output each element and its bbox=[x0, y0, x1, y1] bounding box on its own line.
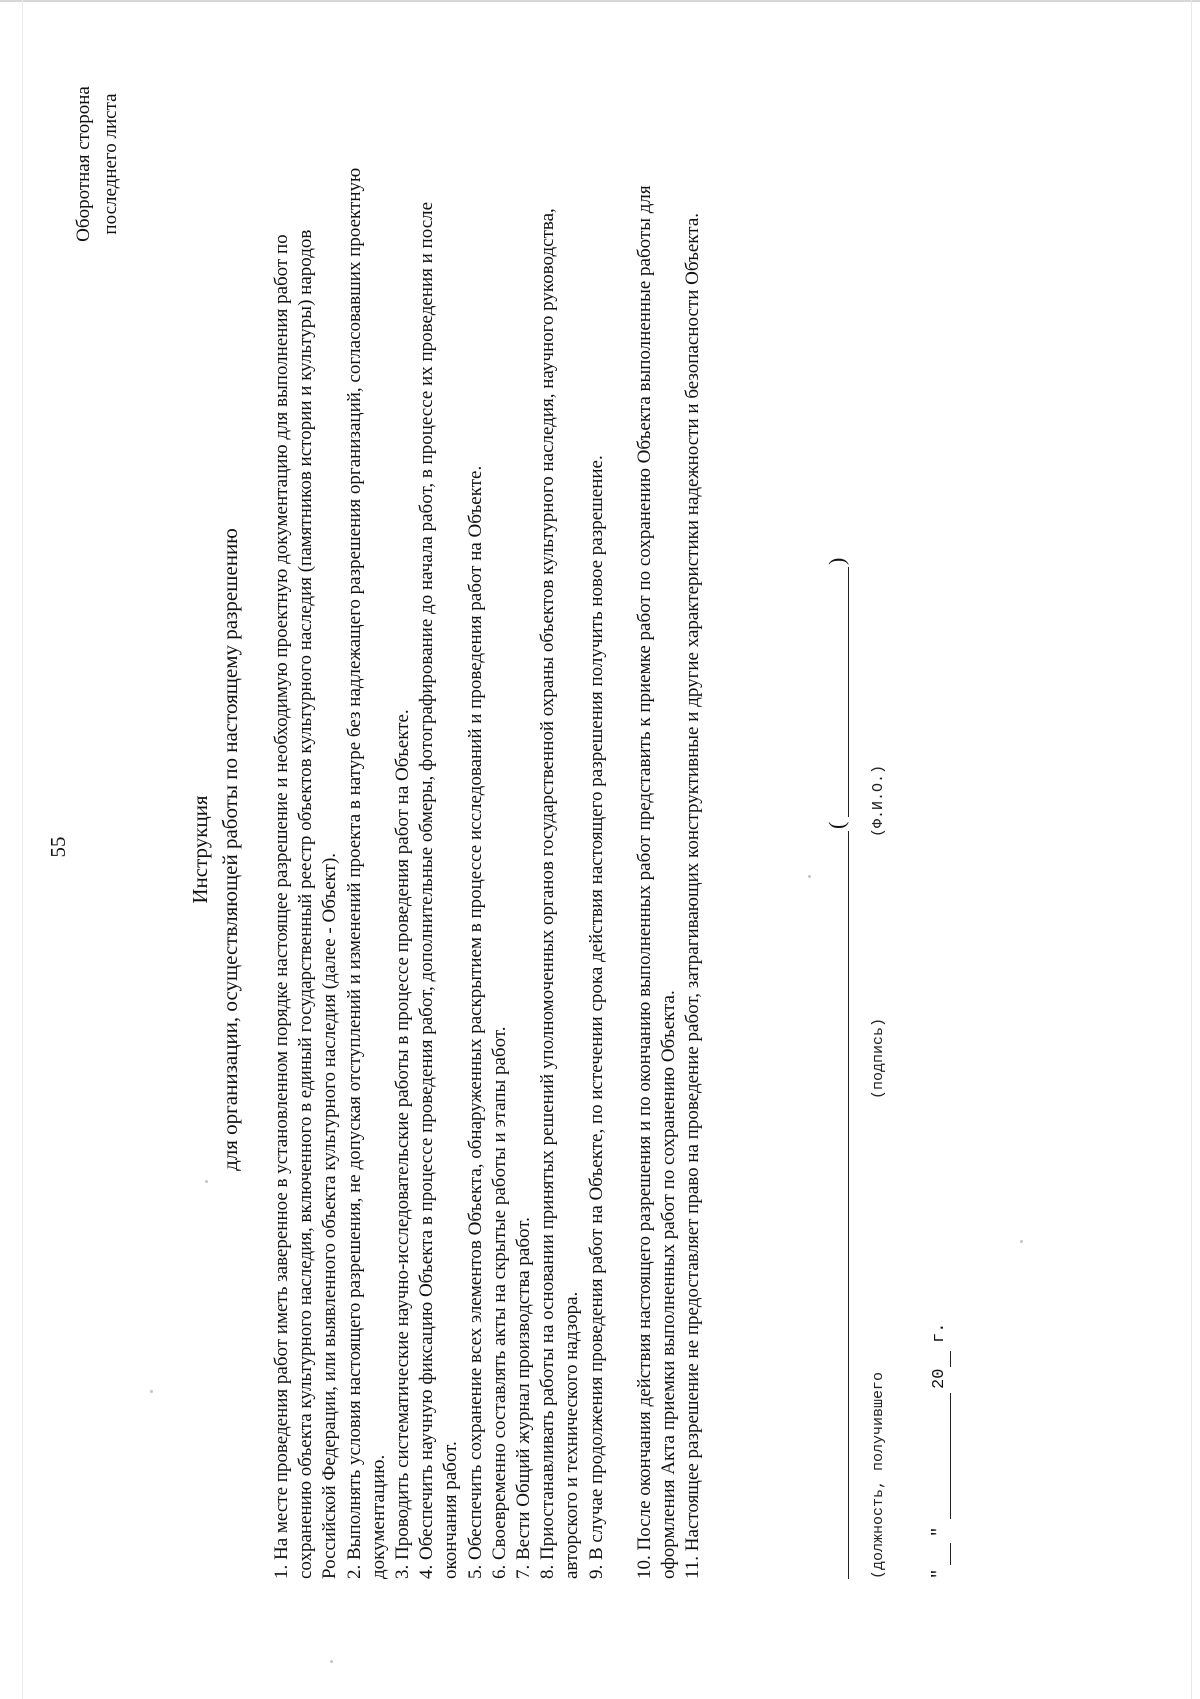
date-quote-open: " bbox=[930, 1568, 949, 1579]
instruction-item: 7. Вести Общий журнал производства работ. bbox=[513, 1217, 535, 1579]
name-caption: (Ф.И.О.) bbox=[870, 764, 887, 837]
corner-note-line-1: Оборотная сторона bbox=[73, 86, 94, 242]
instruction-item: 4. Обеспечить научную фиксацию Объекта в процессе проведения работ, дополнительные обмеры, фотографирование до начала работ, в процессе их проведения и после окончания работ. bbox=[416, 201, 462, 1579]
instruction-item: 8. Приостанавливать работы на основании принятых решений уполномоченных органов государственной охраны объектов культурного наследия, научного руководства, авторского и технического надзора. bbox=[537, 208, 583, 1579]
instruction-item: 2. Выполнять условия настоящего разрешения, не допуская отступлений и изменений проекта в натуре без надлежащего разрешения организаций, согласовавших проектную документацию. bbox=[343, 167, 389, 1579]
date-month-line bbox=[950, 1393, 951, 1519]
corner-note-line-2: последнего листа bbox=[100, 93, 121, 235]
signature-caption: (подпись) bbox=[870, 1017, 887, 1099]
document-subtitle: для организации, осуществляющей работы по настоящему разрешению bbox=[218, 528, 242, 1171]
instruction-item: 6. Своевременно составлять акты на скрытые работы и этапы работ. bbox=[488, 1026, 510, 1579]
instruction-item: 10. После окончания действия настоящего разрешения и по окончанию выполненных работ представить к приемке работ по сохранению Объекта выполненные работы для оформления Акта приемки выполненных работ по сохранению Объекта. bbox=[633, 185, 680, 1579]
date-day-line bbox=[950, 1543, 951, 1565]
date-year-suffix: г. bbox=[930, 1322, 949, 1343]
instruction-item: 9. В случае продолжения проведения работ на Объекте, по истечении срока действия настоящего разрешения получить новое разрешение. bbox=[585, 455, 607, 1579]
instruction-item: 3. Проводить систематические научно-исследовательские работы в процессе проведения работ на Объекте. bbox=[392, 709, 414, 1579]
instruction-item: 1. На месте проведения работ иметь заверенное в установленном порядке настоящее разрешение и необходимую проектную документацию для выполнения работ по сохранению объекта культурного наследия, включенного в единый государственный реестр объектов культурного наследия (памятников истории и культуры) народов Российской Федерации, или выявленного объекта культурного наследия (далее - Объект). bbox=[271, 229, 341, 1579]
instruction-item: 5. Обеспечить сохранение всех элементов Объекта, обнаруженных раскрытием в процессе исследований и проведения работ на Объекте. bbox=[464, 465, 486, 1579]
instructions-list bbox=[270, 139, 705, 1579]
date-year-prefix: 20 bbox=[930, 1368, 949, 1389]
signature-open-paren: ( bbox=[824, 821, 849, 829]
instruction-item: 11. Настоящее разрешение не предоставляет право на проведение работ, затрагивающих конструктивные и другие характеристики надежности и безопасности Объекта. bbox=[682, 213, 704, 1579]
document-title: Инструкция bbox=[188, 795, 212, 904]
date-year-line bbox=[950, 1351, 951, 1367]
signature-close-paren: ) bbox=[824, 557, 849, 565]
date-quote-close: " bbox=[930, 1526, 949, 1537]
page-number: 55 bbox=[46, 836, 70, 858]
position-caption: (должность, получившего bbox=[870, 1371, 887, 1579]
name-line bbox=[848, 567, 849, 817]
signature-line bbox=[848, 831, 849, 1579]
corner-note bbox=[70, 59, 124, 269]
paragraph-gap bbox=[609, 139, 633, 1579]
